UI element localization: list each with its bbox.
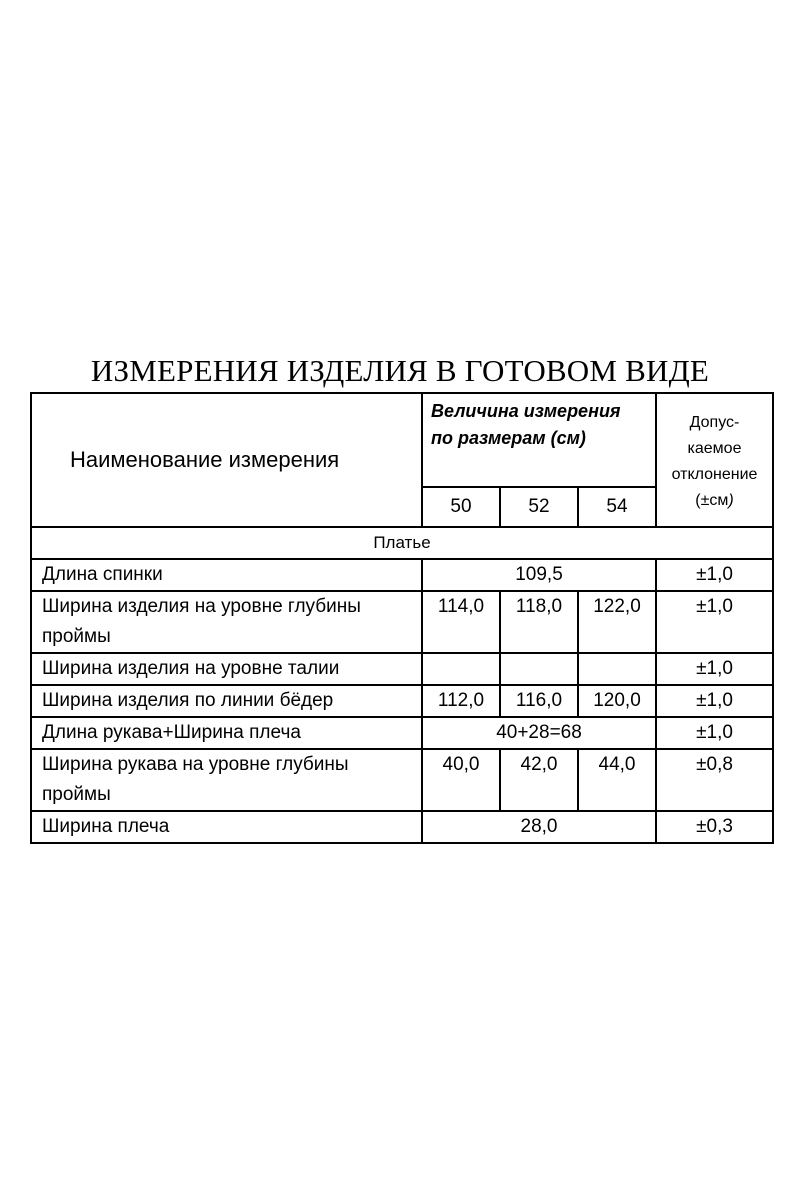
row-tolerance: ±1,0 (656, 559, 773, 591)
header-measurement-name: Наименование измерения (31, 393, 422, 527)
row-tolerance: ±1,0 (656, 685, 773, 717)
row-name: Длина спинки (31, 559, 422, 591)
row-value-54 (578, 653, 656, 685)
row-value-52 (500, 653, 578, 685)
row-tolerance: ±0,3 (656, 811, 773, 843)
table-header-row (31, 393, 773, 487)
row-value-52: 116,0 (500, 685, 578, 717)
table-row (31, 559, 773, 591)
section-row (31, 527, 773, 559)
row-name: Ширина рукава на уровне глубины проймы (31, 749, 422, 811)
row-merged-value: 28,0 (422, 811, 656, 843)
size-50: 50 (422, 487, 500, 527)
row-tolerance: ±1,0 (656, 653, 773, 685)
row-name: Длина рукава+Ширина плеча (31, 717, 422, 749)
size-54: 54 (578, 487, 656, 527)
header-size-values-line2: по размерам (см) (431, 428, 586, 448)
row-merged-value: 40+28=68 (422, 717, 656, 749)
row-value-50: 114,0 (422, 591, 500, 653)
row-value-50: 40,0 (422, 749, 500, 811)
row-value-54: 120,0 (578, 685, 656, 717)
header-size-values-line1: Величина измерения (431, 401, 621, 421)
row-value-54: 44,0 (578, 749, 656, 811)
header-tolerance-unit-suffix: ) (728, 492, 734, 509)
row-value-50 (422, 653, 500, 685)
table-row (31, 749, 773, 811)
header-tolerance-line1: Допус- (689, 414, 740, 431)
row-name: Ширина плеча (31, 811, 422, 843)
table-row (31, 811, 773, 843)
measurements-table (30, 392, 774, 844)
header-tolerance-unit-prefix: (±см (695, 492, 729, 509)
row-value-52: 42,0 (500, 749, 578, 811)
header-tolerance-line2: каемое (687, 440, 742, 457)
section-title: Платье (31, 527, 773, 559)
row-merged-value: 109,5 (422, 559, 656, 591)
header-size-values (422, 393, 656, 487)
header-tolerance (656, 393, 773, 527)
row-name: Ширина изделия на уровне талии (31, 653, 422, 685)
row-tolerance: ±1,0 (656, 717, 773, 749)
row-name: Ширина изделия на уровне глубины проймы (31, 591, 422, 653)
table-row (31, 685, 773, 717)
table-row (31, 591, 773, 653)
header-tolerance-line3: отклонение (671, 466, 758, 483)
row-value-50: 112,0 (422, 685, 500, 717)
row-value-54: 122,0 (578, 591, 656, 653)
table-row (31, 653, 773, 685)
row-tolerance: ±0,8 (656, 749, 773, 811)
row-value-52: 118,0 (500, 591, 578, 653)
document-title: ИЗМЕРЕНИЯ ИЗДЕЛИЯ В ГОТОВОМ ВИДЕ (90, 353, 710, 388)
row-tolerance: ±1,0 (656, 591, 773, 653)
row-name: Ширина изделия по линии бёдер (31, 685, 422, 717)
table-row (31, 717, 773, 749)
size-52: 52 (500, 487, 578, 527)
